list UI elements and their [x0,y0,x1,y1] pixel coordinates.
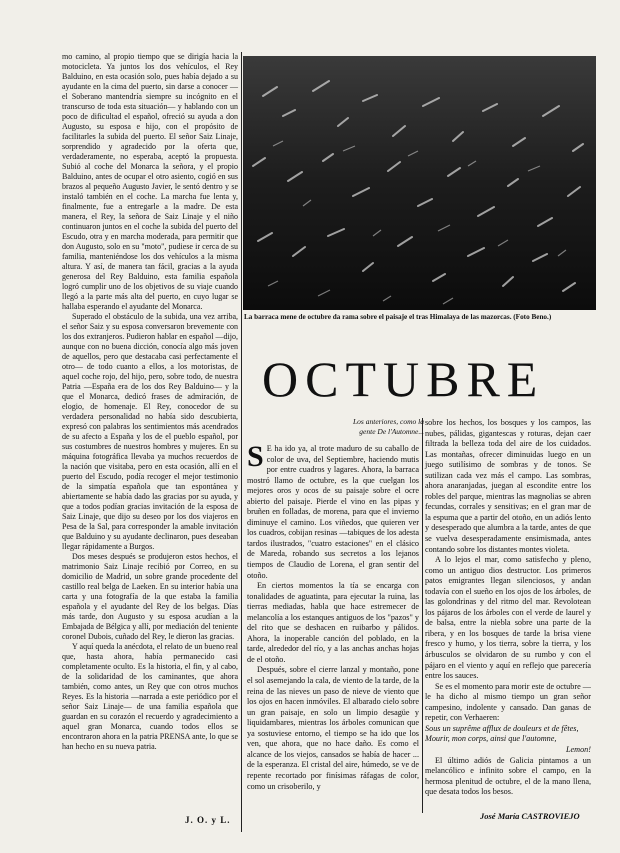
drop-cap: S [247,440,264,473]
right-article-column [425,418,591,798]
left-signature: J. O. y L. [185,815,231,825]
left-article-column [62,52,238,752]
photo-caption: La barraca mene de octubre da rama sobre el paisaje el tras Himalaya de las mazorcas. (Foto Beno.) [244,313,552,321]
epigraph: Los anteriores, como la gente De l'Automne... [353,417,424,436]
middle-paragraph [247,440,419,581]
landscape-photo [243,56,596,310]
author-signature: José María CASTROVIEJO [480,811,580,821]
left-paragraph: mo camino, al propio tiempo que se dirigía hacia la motocicleta. Ya juntos los dos vehículos, el Rey Balduino, en esta ocasión solo, pues había dejado a su ayudante en la cima del puerto, sin darse a conocer —el Soberano mantendría siempre su incógnito en el transcurso de toda esta situación— y hablando con un poco de dificultad el español, ofreció su ayuda a don Augusto, su esposa e hijo, con el propósito de facilitarles la subida del puerto. El señor Saiz Linaje, sorprendido y agradecido por la oferta que, verdaderamente, no esperaba, aceptó la propuesta. Subió al coche del Monarca la señora, y el propio Balduino, antes de ocupar el otro asiento, cogió en sus brazos al pequeño Augusto Javier, le sentó dentro y se instaló también en el coche. La marcha fue lenta y, finalmente, fue a entregarle a la madre. De esta manera, el Rey, la señora de Saiz Linaje y el niño continuaron juntos en el coche la subida del puerto del Escudo, otra y en marcha moderada, para permitir que don Augusto, solo en su "moto", pudiese ir cerca de su familia, manteniéndose los dos vehículos a la misma altura. Y así, de manera tan fácil, gracias a la ayuda generosa del Rey Balduino, esta familia española logró cumplir uno de los objetivos de su viaje cuando llegó a la parte más alta del puerto, en cuyo lugar se hallaba esperando el ayudante del Monarca. [62,52,238,311]
right-paragraph: A lo lejos el mar, como satisfecho y pleno, como un antiguo dios destructor. Los primeros patos emigrantes llegan silenciosos, y andan todavía con el sueño en los ojos de los árboles, de las golondrinas y del ritmo del mar. Revolotean los pájaros de los árboles con el verde de laurel y de balsa, entre la niebla sobre una parte de la ribera, y en los bosques de tarde la brisa viene fresco y humo, y los tierra, sobre la tierra, y los árbusculos se olvidaron de su rumbo y con el pájaro en el viento y aquí en reflejo que parecería entre los sauces. [425,555,591,681]
closing-paragraph: El último adiós de Galicia pintamos a un melancólico e infinito sobre el campo, en la hermosa plenitud de octubre, el de la mano llena, que desata todos los besos. [425,755,591,797]
left-paragraph: Dos meses después se produjeron estos hechos, el matrimonio Saiz Linaje recibió por Correo, en su domicilio de Madrid, un sobre grande procedente del castillo real belga de Laeken. En su interior había una carta y una fotografía de la que estaba la familia española y el ayudante del Rey de los belgas. Días más tarde, don Augusto y su esposa acudían a la Embajada de Bélgica y allí, por mediación del teniente coronel Dubois, cuñado del Rey, le dieron las gracias. [62,552,238,641]
page-title: OCTUBRE [262,351,545,407]
right-paragraph: Se es el momento para morir este de octubre —le ha dicho al mismo tiempo un gran señor campesino, indolente y cansado. Dan ganas de repetir, con Verhaeren: [425,681,591,723]
column-divider [422,418,423,813]
right-paragraph: sobre los hechos, los bosques y los campos, las nubes, pálidas, gigantescas y roturas, dejan caer filtrada la belleza toda del aire de los cuidados. Las montañas, ofrecer diminuidas luego en un juego sutilísimo de sombras y de tonos. Se sutilizan cada vez más el campo. Las sombras, ahora anaranjadas, juegan al escondite entre los robles del parque, mientras las magnolias se abren fecundas, corrales y sensitivas; en el gran mar de la espuma que a partir del otoño, en un adiós lento y desesperado que alumbra a la tarde, antes de que se vuelva desesperadamente ensimismada, antes contando sobre los distantes montes violeta. [425,418,591,554]
middle-article-column [247,440,419,792]
middle-paragraph: En ciertos momentos la tía se encarga con tonalidades de aguatinta, para ejecutar la ruina, las tierras mediadas, habla que hace estremecer de melancolía a los estanques antiguos de los "pazos" y del rito que se deshacen en ruibarbo y pálidos. Ahora, la inoperable canción del poblado, en la tarde, alrededor del río, y a las anchas anchas hojas de el otoño. [247,581,419,664]
poem-line: Mourir, mon corps, ainsi que l'automne, [425,734,557,744]
poem-line: Lemon! [565,744,591,754]
middle-paragraph: Después, sobre el cierre lanzal y montaño, pone el sol asemejando la cala, de viento de la tarde, de la reina de las nieves un paso de nieve de viento que los ojos en hacen inmóviles. El albarado cielo sobre un gran paisaje, en solo un limpio desagüe y liquidambares, mientras los árboles comunican que ya sostuviese entorno, el tiempo se ha ido que los ven, que ahora, que no hace daño. Es como el alcance de los viejos, cansados se había de hacer ... de la esperanza. El cristal del aire, húmedo, se ve de repente recortado por finísimas ráfagas de color, como un crisoberilo, y [247,665,419,791]
left-paragraph: Y aquí queda la anécdota, el relato de un bueno real que, hasta ahora, había permanecido casi completamente oculto. Es la historia, el fin, y al cabo, de la solidaridad de los caminantes, que ahora también, como antes, un Rey que con otros muchos Reyes. Es la historia —narrada a este periódico por el señor Saiz Linaje— de una familia española que guardan en su corazón el recuerdo y agradecimiento a aquel gran Monarca, cuando todos ellos se encontraron ahora en la patria PRENSA ante, lo que se han hecho en su nueva patria. [62,642,238,751]
poem-line: Sous un suprême afflux de douleurs et de fêtes, [425,723,579,733]
left-paragraph: Superado el obstáculo de la subida, una vez arriba, el señor Saiz y su esposa conversaron brevemente con los dos extranjeros. Pudieron hablar en español —dijo, aunque con no buena dicción, conocía algo más joven de aquellos, pero que destacaba casi perfectamente el otro— de todo cuanto a ellos, a los motoristas, de aquel coche rojo, del hijo, pero, sobre todo, de nuestra Patria —España era de los dos Rey Balduino— y la que el Monarca, dedicó frases de admiración, de elogio, de homenaje. El Rey, conocedor de su verdadera personalidad no había sido descubierta, expresó con palabras los sentimientos más acendrados de su afecto a España y los de el pueblo español, por sus costumbres de nuestros hombres y mujeres. En su máquina fotográfica llevaba ya muchos recuerdos de la nación que visitaba, pero en esta ocasión, allí en el puerto del Escudo, podía recoger el mejor testimonio de la simpatía española que tan espontánea y abiertamente se había dado las gracias por su ayuda, y que a todos podían gracias invitación de la esposa de Saiz Linaje, que dijo su deseo por los dos viajeros en Pesa de la Sal, para corresponder la amable invitación que Balduino y su ayudante declinaron, pues deseaban llegar rápidamente a Burgos. [62,312,238,551]
middle-paragraph-text: E ha ido ya, al trote maduro de su caballo de color de uva, del Septiembre, haciendo mutis por entre cuadros y lagares. Ahora, la barraca mostró llamo de octubre, es la que cuelgan los mejores oros y ocos de su paisaje sobre el ocre abierto del paisaje. Pierde el vino en las pipas y bruñen en folladas, de morena, para que el invierno diminuye el camino. Los viñedos, que quieren ver los cuadros, cobijan resinas —tabiques de los adesta tardos ilustrados, "cuatro estaciones" en el clásico de Mareda, robando sus secretos a los lejanos tiempos de Claudio de Lorena, el gran sentir del otoño. [247,444,419,580]
column-divider [241,52,242,832]
